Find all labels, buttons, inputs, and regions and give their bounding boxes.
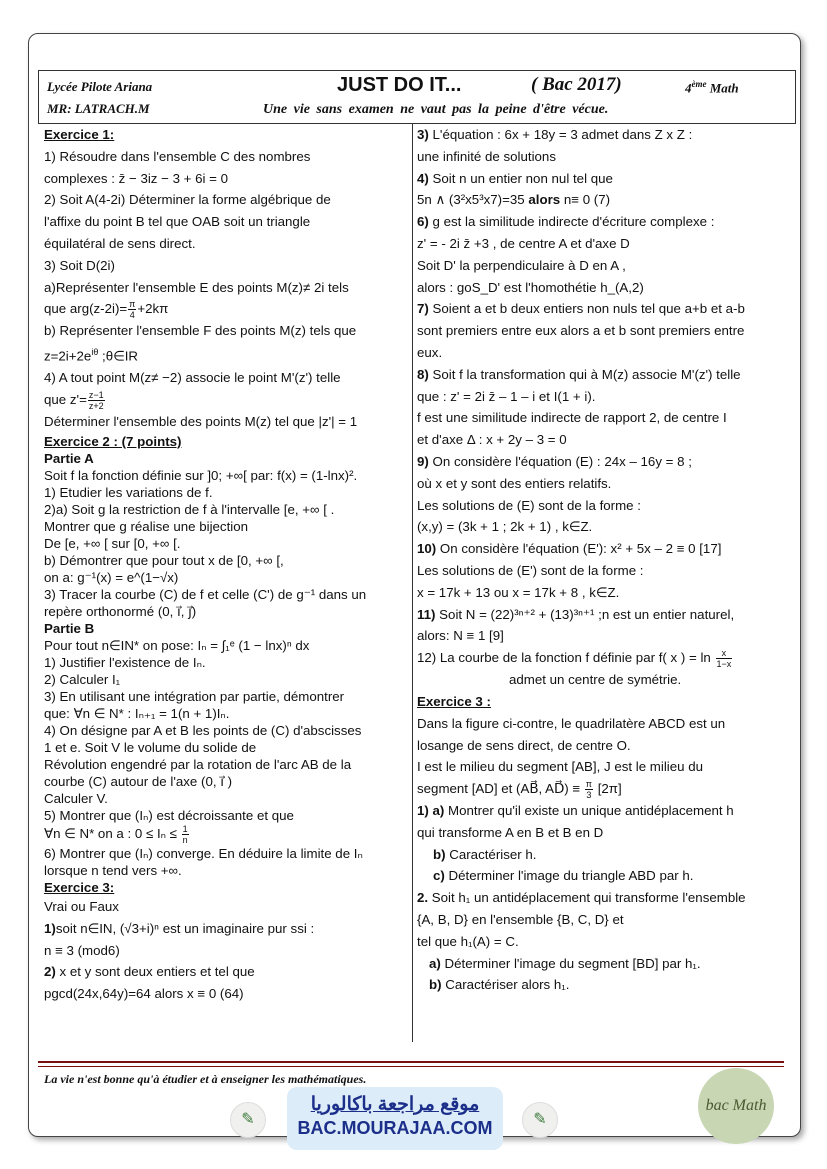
vf-line: Les solutions de (E) sont de la forme : <box>417 497 641 513</box>
ex2-part-a: Partie A <box>44 450 94 466</box>
book-logo-icon: ✎ <box>522 1102 558 1138</box>
ex1-q4-line2: que z'= $\frac{z-1}{z+2}$ <box>44 390 104 412</box>
geo-line: segment [AD] et (AB⃗, AD⃗) ≡ $\frac{\pi}{3}$ [2π] <box>417 779 622 801</box>
ex2-line: on a: g⁻¹(x) = e^(1−√x) <box>44 569 179 585</box>
ex2-line: Révolution engendré par la rotation de l'arc AB de la <box>44 756 352 772</box>
geo-line: c) Déterminer l'image du triangle ABD par h. <box>433 868 694 884</box>
vf-line: 12) La courbe de la fonction f définie par f( x ) = ln $\frac{x}{1-x}$ <box>417 648 732 670</box>
ex1-q2-line3: équilatéral de sens direct. <box>44 235 196 251</box>
vf-line: 5n ∧ (3²x5³x7)=35 alors n≡ 0 (7) <box>417 192 611 208</box>
teacher-name: MR: LATRACH.M <box>47 101 150 116</box>
ex1-q3a-line1: a)Représenter l'ensemble E des points M(z)≠ 2i tels <box>44 279 349 295</box>
ex1-q3b-line1: b) Représenter l'ensemble F des points M(z) tels que <box>44 323 357 339</box>
ex2-line: Pour tout n∈IN* on pose: Iₙ = ∫₁ᵉ (1 − lnx)ⁿ dx <box>44 637 310 653</box>
vf-line: 3) L'équation : 6x + 18y = 3 admet dans Z x Z : <box>417 127 693 142</box>
ex1-q3b-line2: $z=2i+2e^{i\theta}$ ;θ∈IR <box>44 347 139 364</box>
exam-header <box>38 70 796 124</box>
vf-line: Les solutions de (E') sont de la forme : <box>417 562 644 578</box>
ex1-q4-line3: Déterminer l'ensemble des points M(z) tel que |z'| = 1 <box>44 414 358 430</box>
ex2-line: 3) En utilisant une intégration par partie, démontrer <box>44 688 345 704</box>
vf-line: 11) Soit N = (22)³ⁿ⁺² + (13)³ⁿ⁺¹ ;n est un entier naturel, <box>417 606 735 622</box>
geo-line: 1) a) Montrer qu'il existe un unique antidéplacement h <box>417 803 734 819</box>
vf-line: sont premiers entre eux alors a et b sont premiers entre <box>417 323 745 339</box>
geo-line: b) Caractériser h. <box>433 846 537 862</box>
footer-quote: La vie n'est bonne qu'à étudier et à enseigner les mathématiques. <box>44 1072 367 1086</box>
ex1-q1-line1: 1) Résoudre dans l'ensemble C des nombres <box>44 148 311 164</box>
vf-line: z' = - 2i z̄ +3 , de centre A et d'axe D <box>417 235 630 251</box>
ex3-line: pgcd(24x,64y)=64 alors x ≡ 0 (64) <box>44 986 244 1002</box>
book-logo-icon: ✎ <box>230 1102 266 1138</box>
geo-line: losange de sens direct, de centre O. <box>417 737 631 753</box>
exercise-2-title: Exercice 2 : (7 points) <box>44 433 182 449</box>
ex2-line: 1) Etudier les variations de f. <box>44 484 213 500</box>
site-badge[interactable] <box>287 1087 503 1150</box>
site-name-arabic[interactable]: موقع مراجعة باكالوريا <box>310 1094 480 1115</box>
vf-line: Soit D' la perpendiculaire à D en A , <box>417 257 626 273</box>
geo-line: tel que h₁(A) = C. <box>417 933 519 949</box>
exercise-3-title: Exercice 3: <box>44 879 115 895</box>
header-motto: Une vie sans examen ne vaut pas la peine d'être vécue. <box>263 102 609 117</box>
geo-line: I est le milieu du segment [AB], J est le milieu du <box>417 759 704 775</box>
vf-line: 7) Soient a et b deux entiers non nuls tel que a+b et a-b <box>417 301 745 317</box>
vf-line: (x,y) = (3k + 1 ; 2k + 1) , k∈Z. <box>417 519 593 535</box>
vf-line: f est une similitude indirecte de rapport 2, de centre I <box>417 410 727 426</box>
footer-rule <box>38 1061 784 1063</box>
vf-line: 8) Soit f la transformation qui à M(z) associe M'(z') telle <box>417 366 741 382</box>
exam-session: ( Bac 2017) <box>531 74 622 95</box>
vf-line: 9) On considère l'équation (E) : 24x – 16y = 8 ; <box>417 453 692 469</box>
ex2-line: 3) Tracer la courbe (C) de f et celle (C') de g⁻¹ dans un <box>44 586 367 602</box>
ex2-line: 4) On désigne par A et B les points de (C) d'abscisses <box>44 722 362 738</box>
ex2-line: repère orthonormé (0, i⃗, j⃗) <box>44 603 197 619</box>
exercise-3-geometry-title: Exercice 3 : <box>417 693 491 709</box>
ex1-q1-line2: complexes : z̄ − 3iz − 3 + 6i = 0 <box>44 170 229 186</box>
ex2-line: Calculer V. <box>44 790 108 806</box>
ex2-line: Montrer que g réalise une bijection <box>44 518 249 534</box>
geo-line: {A, B, D} en l'ensemble {B, C, D} et <box>417 912 624 928</box>
ex2-line: 2) Calculer I₁ <box>44 671 121 687</box>
vf-line: 10) On considère l'équation (E'): x² + 5x – 2 ≡ 0 [17] <box>417 541 722 557</box>
vf-line: que : z' = 2i z̄ – 1 – i et I(1 + i). <box>417 388 596 404</box>
ex2-line: 2)a) Soit g la restriction de f à l'intervalle [e, +∞ [ . <box>44 501 335 517</box>
ex1-q3: 3) Soit D(2i) <box>44 257 115 273</box>
geo-line: 2. Soit h₁ un antidéplacement qui transforme l'ensemble <box>417 890 746 906</box>
ex2-line: 1) Justifier l'existence de Iₙ. <box>44 654 206 670</box>
ex1-q3a-line2: que arg(z-2i)= $\frac{\pi}{4}$ +2kπ <box>44 299 169 321</box>
left-column <box>44 124 406 1005</box>
ex2-line: ∀n ∈ N* on a : 0 ≤ Iₙ ≤ $\frac{1}{n}$ <box>44 823 188 845</box>
ex2-line: 1 et e. Soit V le volume du solide de <box>44 739 257 755</box>
site-url-link[interactable]: BAC.MOURAJAA.COM <box>297 1118 493 1138</box>
geo-line: b) Caractériser alors h₁. <box>429 977 570 993</box>
vf-line: et d'axe Δ : x + 2y – 3 = 0 <box>417 432 567 448</box>
ex2-part-b: Partie B <box>44 620 95 636</box>
ex1-q2-line1: 2) Soit A(4-2i) Déterminer la forme algébrique de <box>44 192 331 208</box>
vf-line: 4) Soit n un entier non nul tel que <box>417 170 613 186</box>
ex2-line: que: ∀n ∈ N* : Iₙ₊₁ = 1(n + 1)Iₙ. <box>44 705 230 721</box>
right-column <box>417 124 789 996</box>
ex2-line: b) Démontrer que pour tout x de [0, +∞ [, <box>44 552 284 568</box>
ex1-q4-line1: 4) A tout point M(z≠ −2) associe le point M'(z') telle <box>44 370 341 386</box>
vf-line: 6) g est la similitude indirecte d'écriture complexe : <box>417 214 715 230</box>
ex2-line: 6) Montrer que (Iₙ) converge. En déduire la limite de Iₙ <box>44 845 363 861</box>
exercise-1-title: Exercice 1: <box>44 127 115 142</box>
ex2-line: De [e, +∞ [ sur [0, +∞ [. <box>44 535 181 551</box>
column-divider <box>412 124 413 1042</box>
vf-line: alors: N ≡ 1 [9] <box>417 628 504 644</box>
ex2-line: lorsque n tend vers +∞. <box>44 862 182 878</box>
ex2-line: Soit f la fonction définie sur ]0; +∞[ par: f(x) = (1-lnx)². <box>44 467 358 483</box>
footer-rule-thin <box>38 1066 784 1067</box>
ex3-line: n ≡ 3 (mod6) <box>44 942 120 958</box>
vf-line: où x et y sont des entiers relatifs. <box>417 475 612 491</box>
geo-line: a) Déterminer l'image du segment [BD] par h₁. <box>429 955 701 971</box>
vf-line: x = 17k + 13 ou x = 17k + 8 , k∈Z. <box>417 584 620 600</box>
ex1-q2-line2: l'affixe du point B tel que OAB soit un triangle <box>44 214 311 230</box>
bac-math-logo: bac Math <box>698 1068 774 1144</box>
vf-line: une infinité de solutions <box>417 148 556 164</box>
vf-line: admet un centre de symétrie. <box>509 672 682 688</box>
vf-line: alors : goS_D' est l'homothétie h_(A,2) <box>417 279 644 295</box>
geo-line: Dans la figure ci-contre, le quadrilatère ABCD est un <box>417 715 726 731</box>
ex2-line: 5) Montrer que (Iₙ) est décroissante et que <box>44 807 294 823</box>
class-level: 4ème Math <box>685 79 739 96</box>
ex3-line: 1)soit n∈IN, (√3+i)ⁿ est un imaginaire pur ssi : <box>44 920 315 936</box>
exam-title: JUST DO IT... <box>337 74 462 96</box>
ex3-line: Vrai ou Faux <box>44 898 119 914</box>
geo-line: qui transforme A en B et B en D <box>417 824 604 840</box>
ex2-line: courbe (C) autour de l'axe (0, i⃗ ) <box>44 773 233 789</box>
vf-line: eux. <box>417 344 443 360</box>
school-name: Lycée Pilote Ariana <box>47 79 153 94</box>
ex3-line: 2) x et y sont deux entiers et tel que <box>44 964 255 980</box>
